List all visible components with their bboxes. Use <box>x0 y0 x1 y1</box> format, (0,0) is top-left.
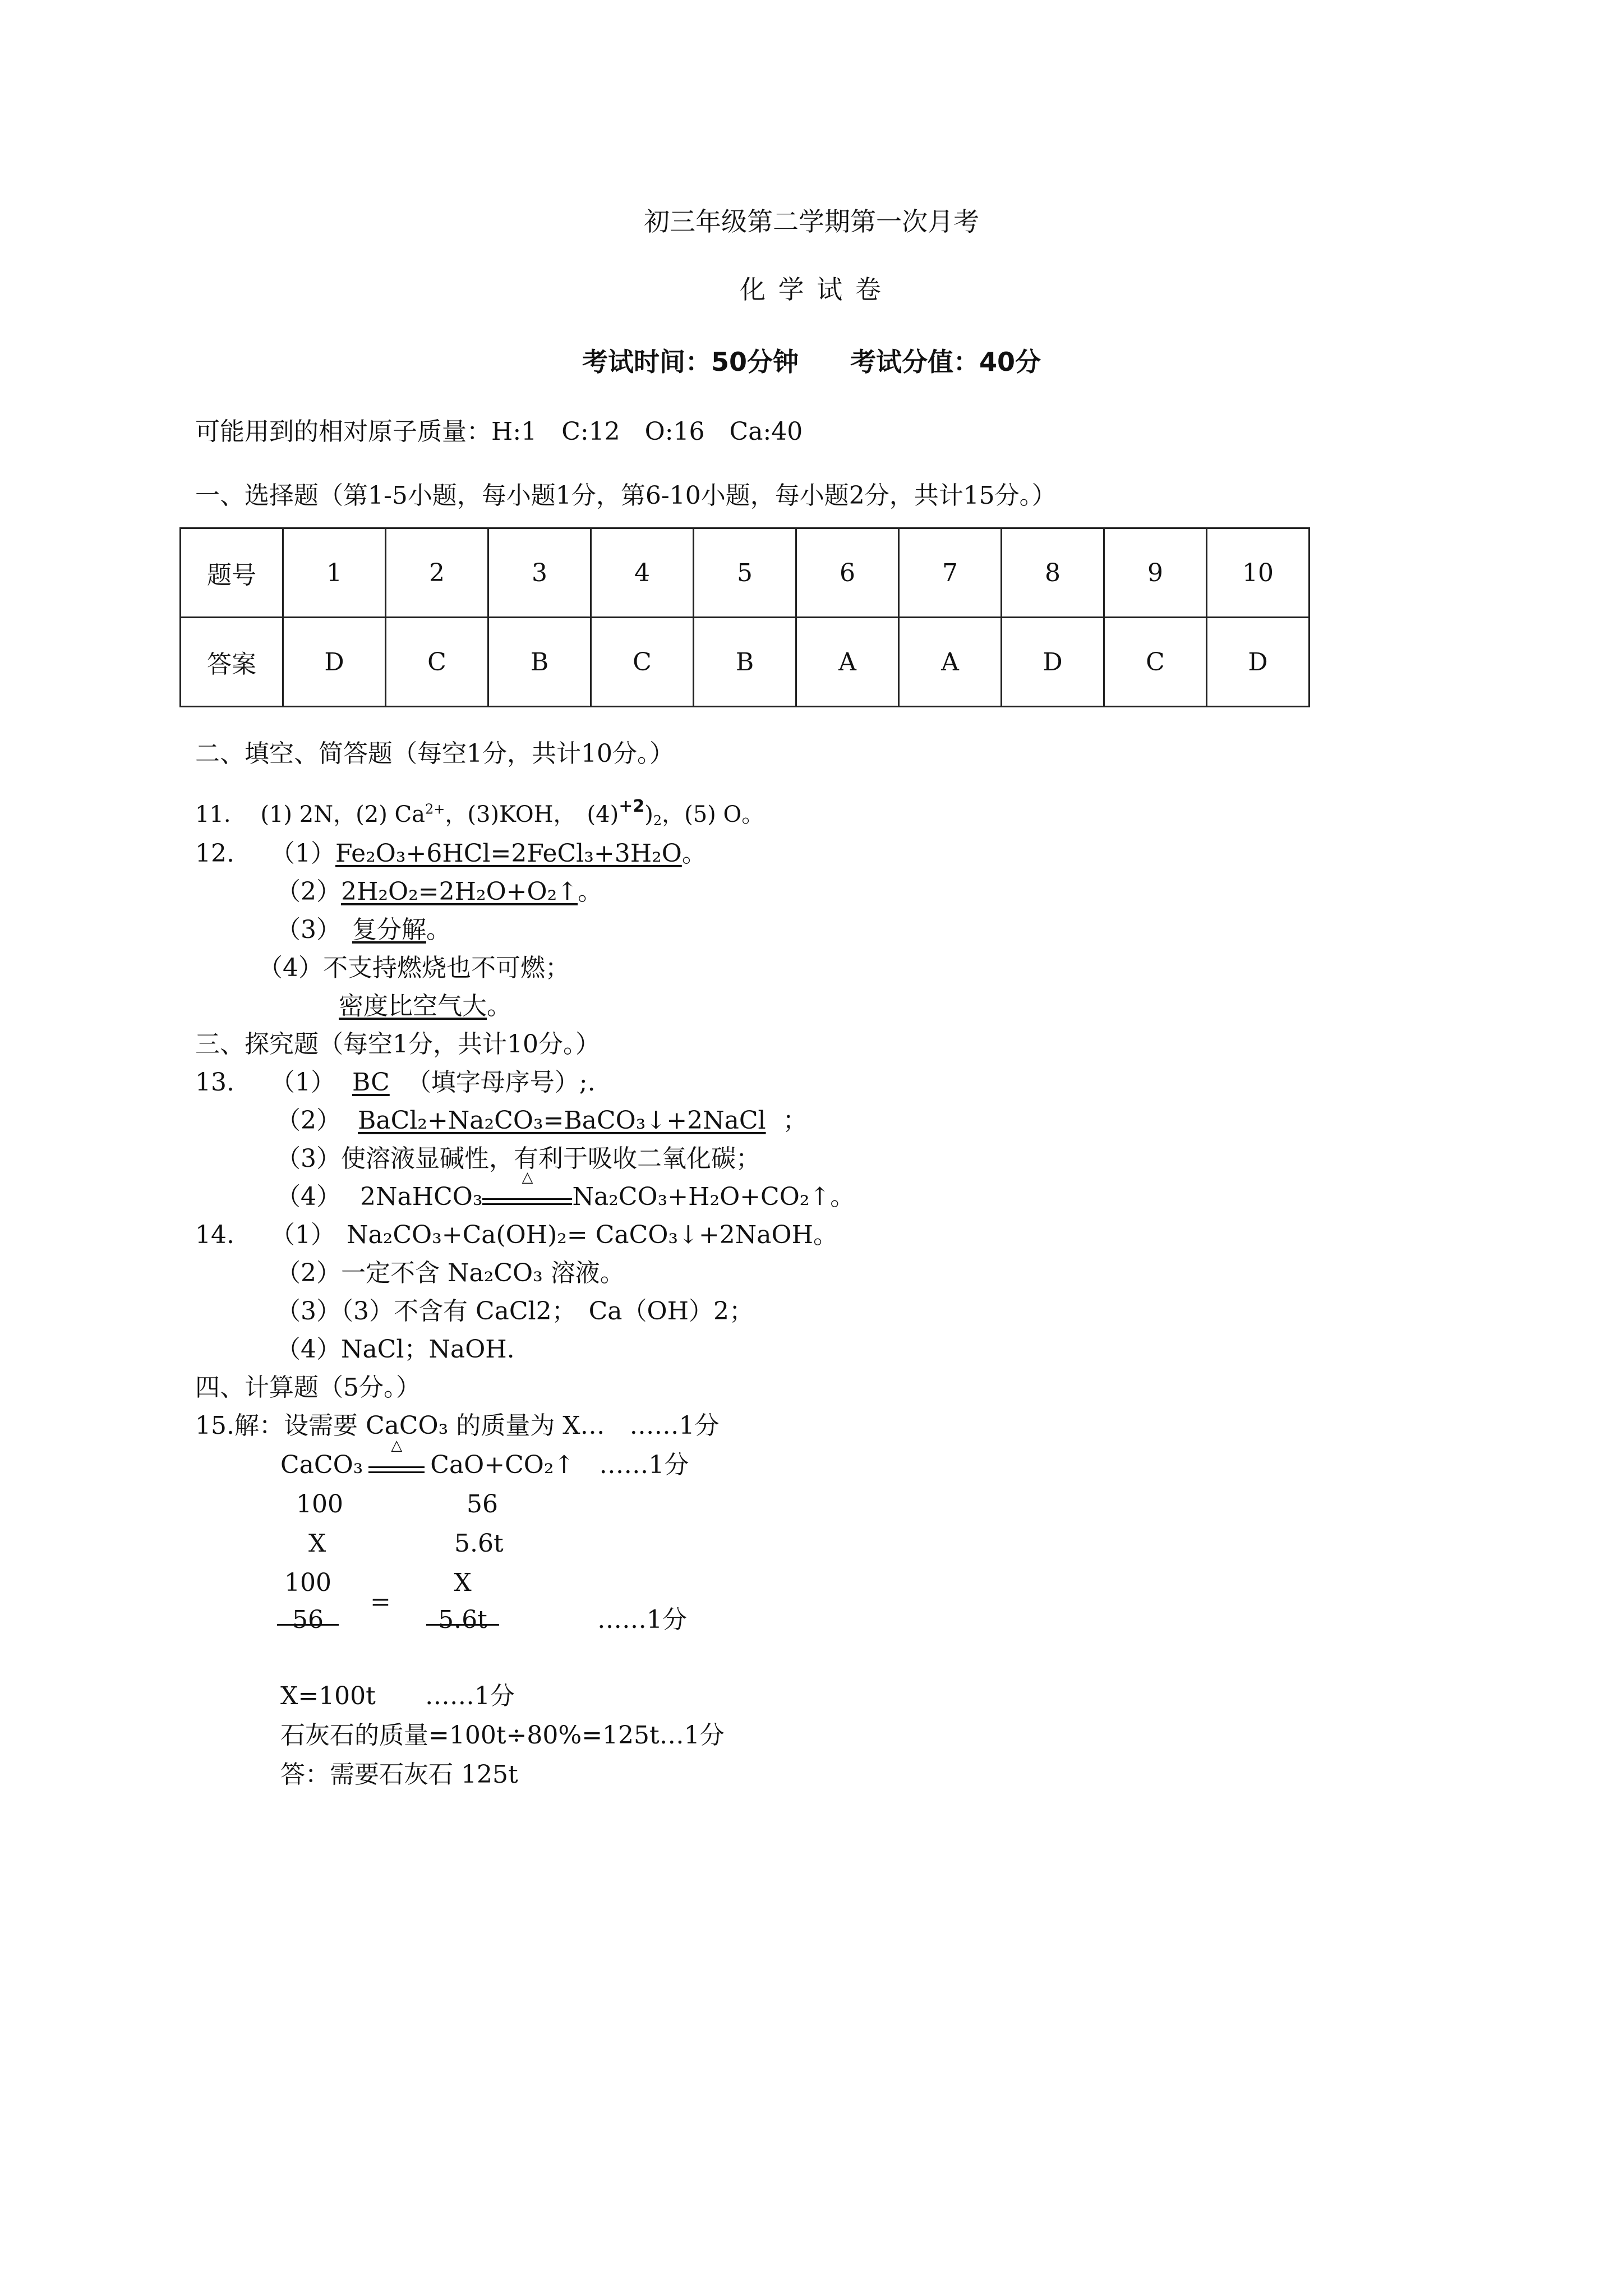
answer-cell: C <box>386 618 488 707</box>
row-label-answer: 答案 <box>181 618 283 707</box>
q15-unknown-x: X <box>308 1529 326 1558</box>
heat-symbol: △ <box>391 1437 403 1454</box>
question-number: 4 <box>591 528 694 618</box>
question-number: 8 <box>1002 528 1104 618</box>
q13-line3: （3）使溶液显碱性，有利于吸收二氧化碳； <box>276 1144 760 1173</box>
q12-answer5: 密度比空气大 <box>339 992 487 1020</box>
section3-heading: 三、探究题（每空1分，共计10分。） <box>195 1030 600 1059</box>
q12-answer3: 复分解 <box>352 915 426 944</box>
q14-line3: （3）（3）不含有 CaCl2； Ca（OH）2； <box>276 1297 754 1326</box>
q13-line4: （4） 2NaHCO₃ △ Na₂CO₃+H₂O+CO₂↑。 <box>276 1169 855 1211</box>
question-number: 9 <box>1104 528 1207 618</box>
exam-subtitle: 化 学 试 卷 <box>740 274 883 305</box>
q15-mass-56: 56 <box>467 1490 498 1519</box>
answer-cell: D <box>1002 618 1104 707</box>
q14-line4: （4）NaCl；NaOH. <box>276 1335 515 1364</box>
q12-line4: （4）不支持燃烧也不可燃； <box>258 954 570 982</box>
question-number: 6 <box>796 528 899 618</box>
q14-line2: （2）一定不含 Na₂CO₃ 溶液。 <box>276 1259 625 1287</box>
section1-heading: 一、选择题（第1-5小题，每小题1分，第6-10小题，每小题2分，共计15分。） <box>195 481 1057 510</box>
q12-line5: 密度比空气大。 <box>339 992 511 1020</box>
q11-line: 11. (1) 2N，(2) $Ca^{2+}$，(3)KOH， $(4)^{+2})_2$，(5) O。 <box>195 797 764 829</box>
q13-answer1: BC <box>352 1068 390 1097</box>
answer-cell: B <box>694 618 796 707</box>
q13-line2: （2） BaCl₂+Na₂CO₃=BaCO₃↓+2NaCl ； <box>276 1106 808 1135</box>
fraction-score: ……1分 <box>597 1605 687 1634</box>
q15-equation: CaCO₃ △ CaO+CO₂↑ ……1分 <box>280 1437 689 1479</box>
answer-cell: D <box>283 618 386 707</box>
q12-line2: （2）2H₂O₂=2H₂O+O₂↑。 <box>276 877 603 906</box>
q13-line1: 13. （1） BC （填字母序号）;. <box>195 1068 596 1097</box>
heat-condition-arrow <box>482 1169 572 1209</box>
q15-mass-100: 100 <box>296 1490 343 1519</box>
question-number: 10 <box>1207 528 1310 618</box>
question-number: 3 <box>488 528 591 618</box>
answer-cell: A <box>899 618 1002 707</box>
q12-line3: （3） 复分解。 <box>276 915 451 944</box>
q15-limestone: 石灰石的质量=100t÷80%=125t…1分 <box>280 1721 725 1750</box>
answer-cell: B <box>488 618 591 707</box>
fraction-equals: = <box>370 1588 391 1616</box>
fraction-1-numerator: 100 <box>284 1568 331 1597</box>
answer-cell: C <box>591 618 694 707</box>
question-number: 1 <box>283 528 386 618</box>
exam-title: 初三年级第二学期第一次月考 <box>644 206 979 237</box>
q11-number: 11. <box>195 802 231 827</box>
answer-cell: D <box>1207 618 1310 707</box>
answer-cell: A <box>796 618 899 707</box>
table-row-answers <box>181 618 1310 707</box>
q12-line1: 12. （1）Fe₂O₃+6HCl=2FeCl₃+3H₂O。 <box>195 839 707 868</box>
q12-answer1: Fe₂O₃+6HCl=2FeCl₃+3H₂O <box>335 839 682 868</box>
q13-answer2: BaCl₂+Na₂CO₃=BaCO₃↓+2NaCl <box>358 1106 766 1135</box>
atomic-masses: 可能用到的相对原子质量：H:1 C:12 O:16 Ca:40 <box>195 417 803 446</box>
fraction-2-numerator: X <box>454 1568 472 1597</box>
table-row-questions <box>181 528 1310 618</box>
q14-line1: 14. （1） Na₂CO₃+Ca(OH)₂= CaCO₃↓+2NaOH。 <box>195 1221 838 1249</box>
section4-heading: 四、计算题（5分。） <box>195 1373 421 1402</box>
question-number: 2 <box>386 528 488 618</box>
question-number: 7 <box>899 528 1002 618</box>
q15-answer: 答：需要石灰石 125t <box>280 1760 518 1789</box>
exam-info: 考试时间：50分钟 考试分值：40分 <box>582 347 1041 377</box>
row-label-question: 题号 <box>181 528 283 618</box>
q15-x-result: X=100t ……1分 <box>280 1682 515 1710</box>
fraction-1-denominator: 56 <box>292 1605 324 1634</box>
heat-symbol: △ <box>522 1169 533 1186</box>
answer-table <box>179 527 1310 707</box>
q15-known-mass: 5.6t <box>454 1529 504 1558</box>
fraction-2-denominator: 5.6t <box>438 1605 487 1634</box>
q15-line1: 15.解：设需要 CaCO₃ 的质量为 X… ……1分 <box>195 1411 720 1440</box>
question-number: 5 <box>694 528 796 618</box>
heat-condition-arrow <box>368 1437 425 1478</box>
answer-cell: C <box>1104 618 1207 707</box>
section2-heading: 二、填空、简答题（每空1分，共计10分。） <box>195 739 674 768</box>
q12-answer2: 2H₂O₂=2H₂O+O₂↑ <box>341 877 578 906</box>
